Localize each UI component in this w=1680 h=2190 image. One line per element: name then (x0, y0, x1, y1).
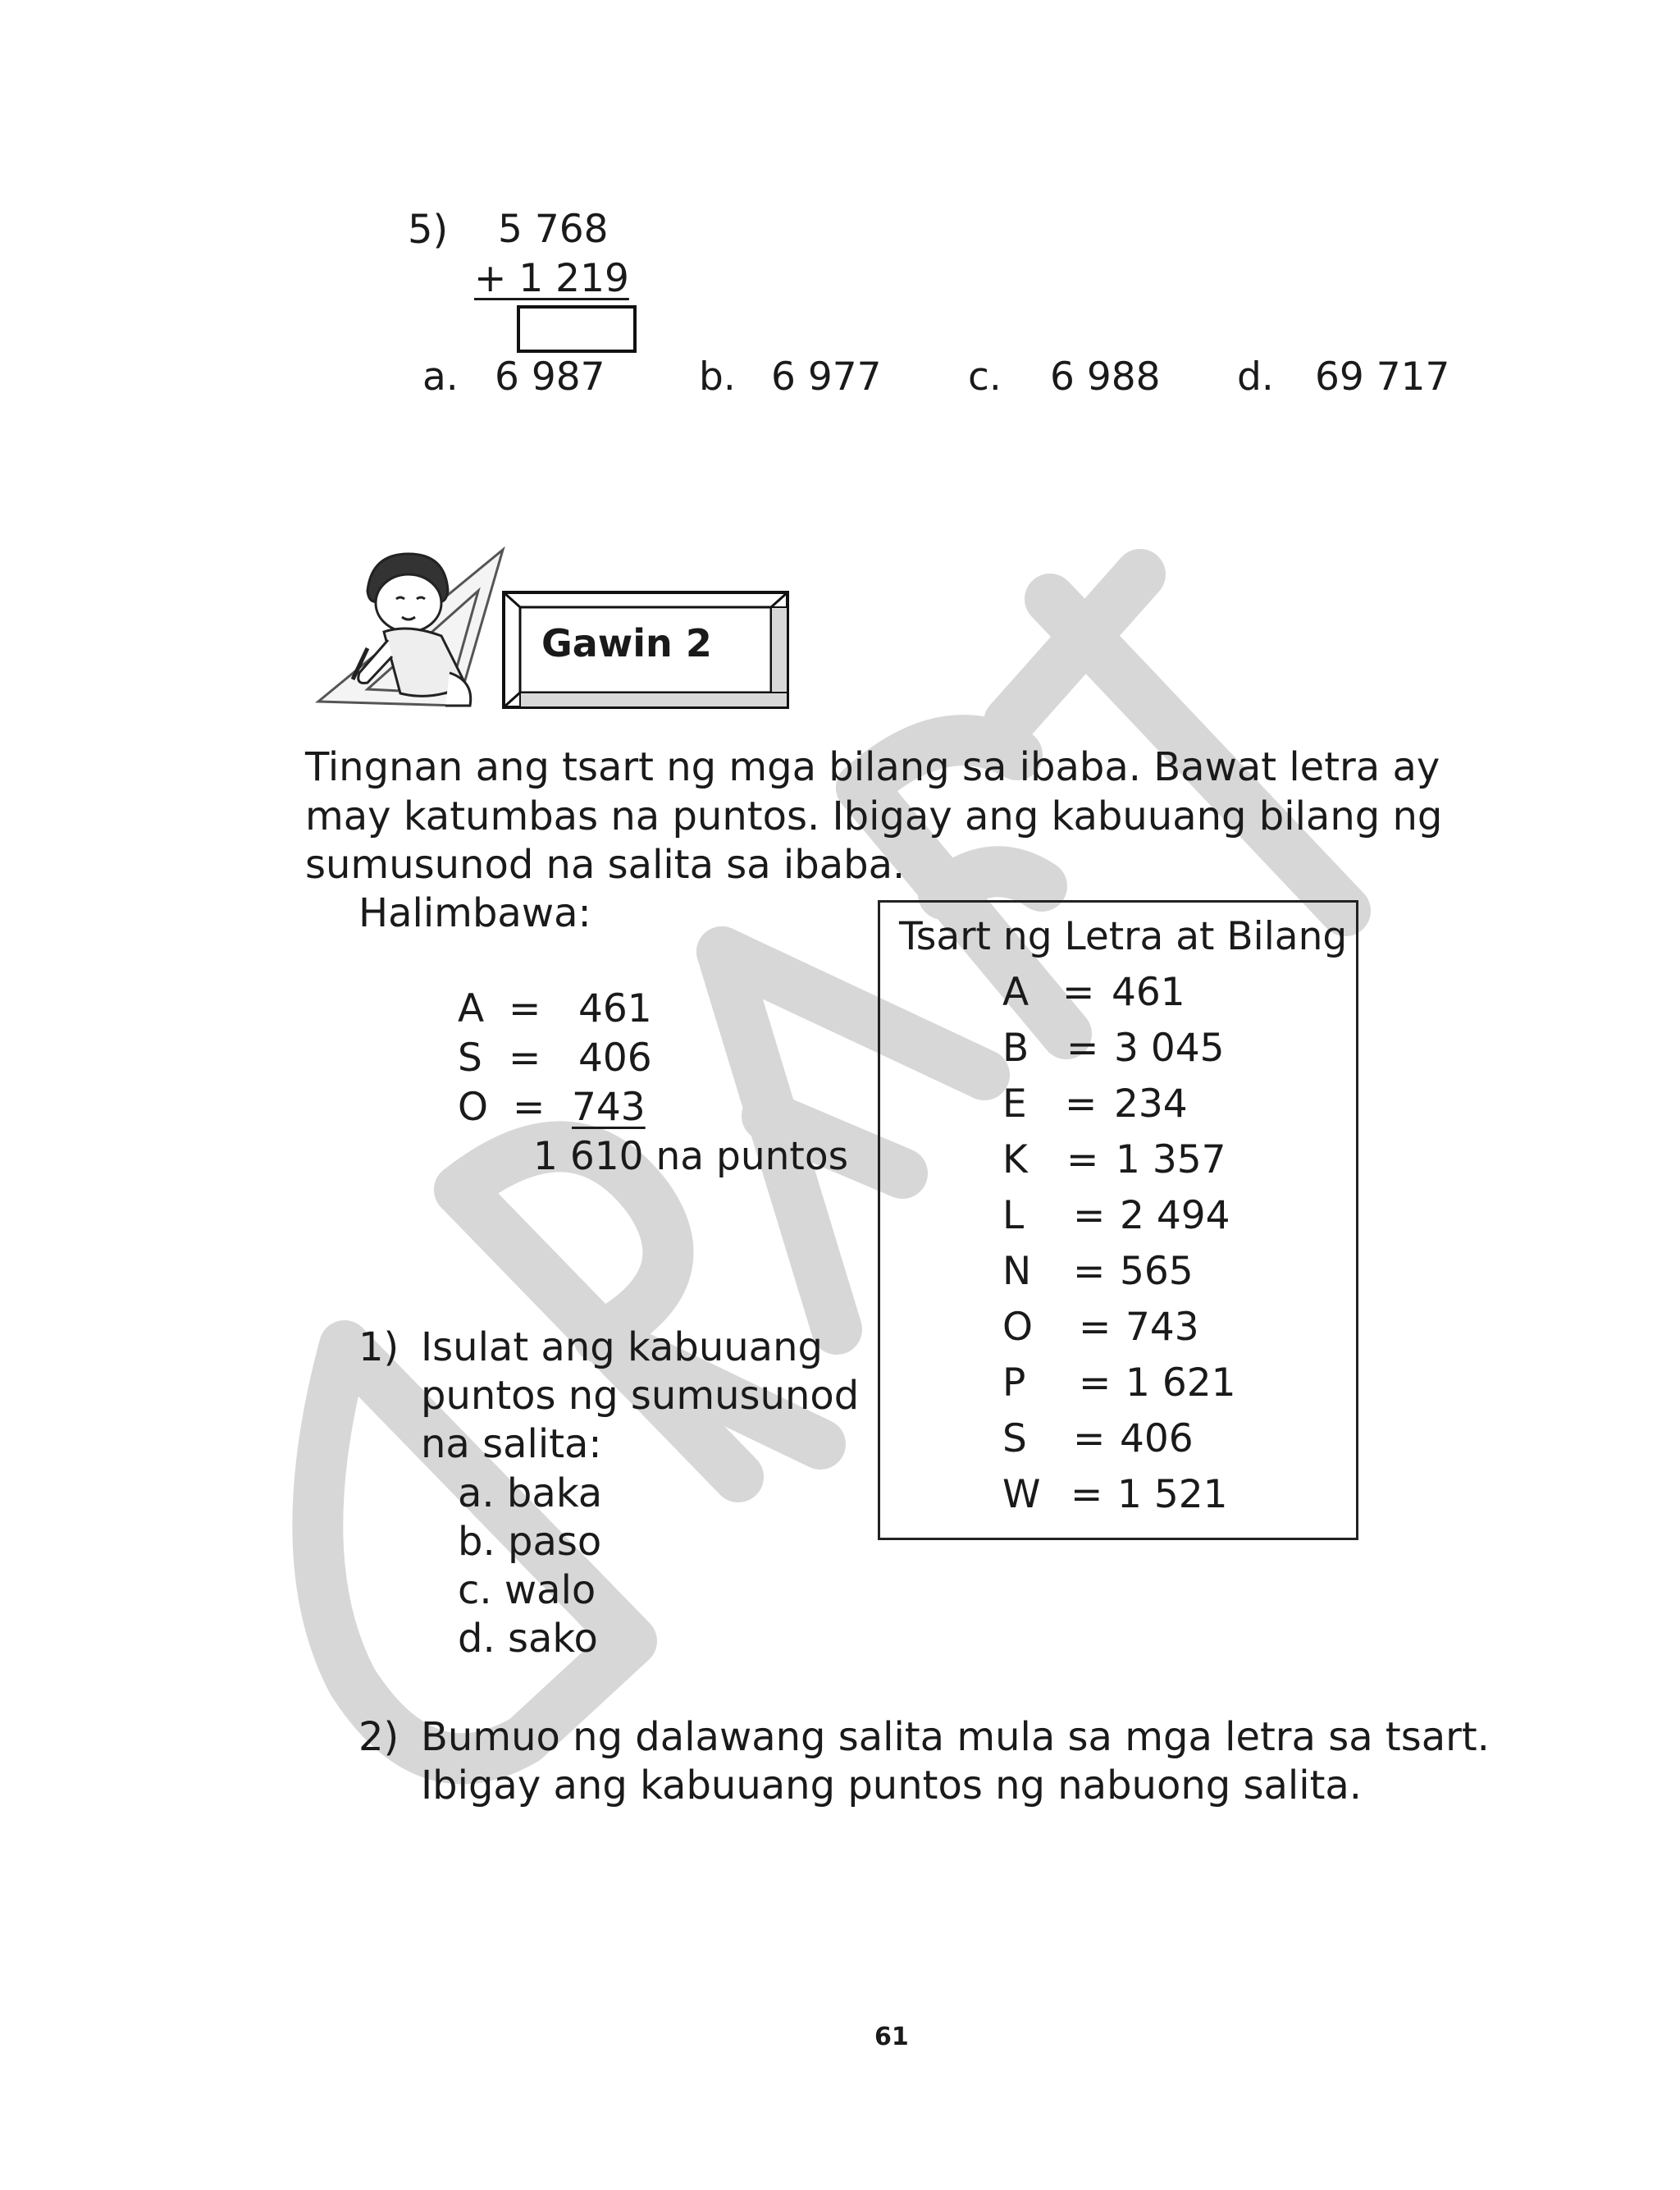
chart-letter: W (1002, 1472, 1041, 1517)
example-value: 743 (572, 1085, 646, 1130)
chart-eq: = (1066, 1026, 1099, 1071)
chart-value: 461 (1112, 970, 1185, 1015)
addend-top: 5 768 (498, 207, 609, 252)
question-1-item-a: a. baka (458, 1470, 603, 1516)
choice-c-value: 6 988 (1050, 354, 1161, 400)
choice-b-value: 6 977 (771, 354, 882, 400)
chart-title: Tsart ng Letra at Bilang (899, 914, 1348, 959)
example-eq: = (509, 986, 541, 1031)
choice-a-value: 6 987 (495, 354, 605, 400)
chart-letter: O (1002, 1305, 1033, 1350)
example-total: 1 610 na puntos (533, 1134, 849, 1179)
activity-title: Gawin 2 (541, 621, 712, 665)
chart-eq: = (1065, 1081, 1098, 1127)
instruction-line-1: Tingnan ang tsart ng mga bilang sa ibaba. Bawat letra ay (305, 744, 1440, 790)
question-2-number: 2) (358, 1714, 399, 1760)
chart-value: 743 (1125, 1305, 1199, 1350)
question-1-item-c: c. walo (458, 1567, 596, 1613)
chart-eq: = (1073, 1249, 1106, 1294)
question-1-item-b: b. paso (458, 1519, 602, 1565)
child-writing-illustration (310, 542, 515, 722)
chart-letter: A (1002, 970, 1029, 1015)
example-value: 461 (578, 986, 652, 1031)
example-letter: O (458, 1085, 488, 1130)
answer-box[interactable] (517, 305, 637, 353)
chart-value: 1 621 (1125, 1360, 1236, 1406)
chart-letter: E (1002, 1081, 1027, 1127)
example-letter: S (458, 1036, 482, 1081)
question-1-line-2: puntos ng sumusunod (421, 1373, 860, 1419)
page-number: 61 (874, 2023, 909, 2051)
example-letter: A (458, 986, 485, 1031)
example-eq: = (509, 1036, 541, 1081)
question-1-item-d: d. sako (458, 1616, 598, 1662)
chart-eq: = (1073, 1193, 1106, 1238)
chart-letter: N (1002, 1249, 1032, 1294)
chart-value: 1 357 (1116, 1137, 1226, 1182)
chart-eq: = (1073, 1416, 1106, 1461)
choice-c-letter: c. (968, 354, 1002, 400)
instruction-line-2: may katumbas na puntos. Ibigay ang kabuuang bilang ng (305, 793, 1443, 839)
chart-eq: = (1062, 970, 1095, 1015)
question-1-line-3: na salita: (421, 1421, 602, 1467)
chart-letter: S (1002, 1416, 1027, 1461)
question-2-line-2: Ibigay ang kabuuang puntos ng nabuong salita. (421, 1763, 1363, 1808)
question-1-number: 1) (358, 1324, 399, 1370)
addend-bottom: + 1 219 (474, 256, 629, 301)
chart-letter: P (1002, 1360, 1026, 1406)
chart-value: 2 494 (1120, 1193, 1230, 1238)
chart-eq: = (1066, 1137, 1099, 1182)
problem-number: 5) (408, 207, 449, 253)
question-1-line-1: Isulat ang kabuuang (421, 1324, 823, 1370)
chart-eq: = (1079, 1360, 1112, 1406)
chart-letter: L (1002, 1193, 1025, 1238)
example-eq: = (513, 1085, 546, 1130)
chart-letter: K (1002, 1137, 1028, 1182)
chart-value: 1 521 (1117, 1472, 1228, 1517)
choice-d-value: 69 717 (1315, 354, 1450, 400)
chart-value: 406 (1120, 1416, 1194, 1461)
example-value: 406 (578, 1036, 652, 1081)
question-2-line-1: Bumuo ng dalawang salita mula sa mga letra sa tsart. (421, 1714, 1490, 1760)
instruction-line-3: sumusunod na salita sa ibaba. (305, 842, 906, 888)
chart-eq: = (1071, 1472, 1103, 1517)
chart-value: 3 045 (1114, 1026, 1225, 1071)
choice-b-letter: b. (699, 354, 736, 400)
chart-value: 565 (1120, 1249, 1194, 1294)
chart-eq: = (1079, 1305, 1112, 1350)
choice-d-letter: d. (1237, 354, 1274, 400)
choice-a-letter: a. (422, 354, 459, 400)
chart-letter: B (1002, 1026, 1029, 1071)
example-label: Halimbawa: (358, 890, 591, 936)
chart-value: 234 (1114, 1081, 1188, 1127)
